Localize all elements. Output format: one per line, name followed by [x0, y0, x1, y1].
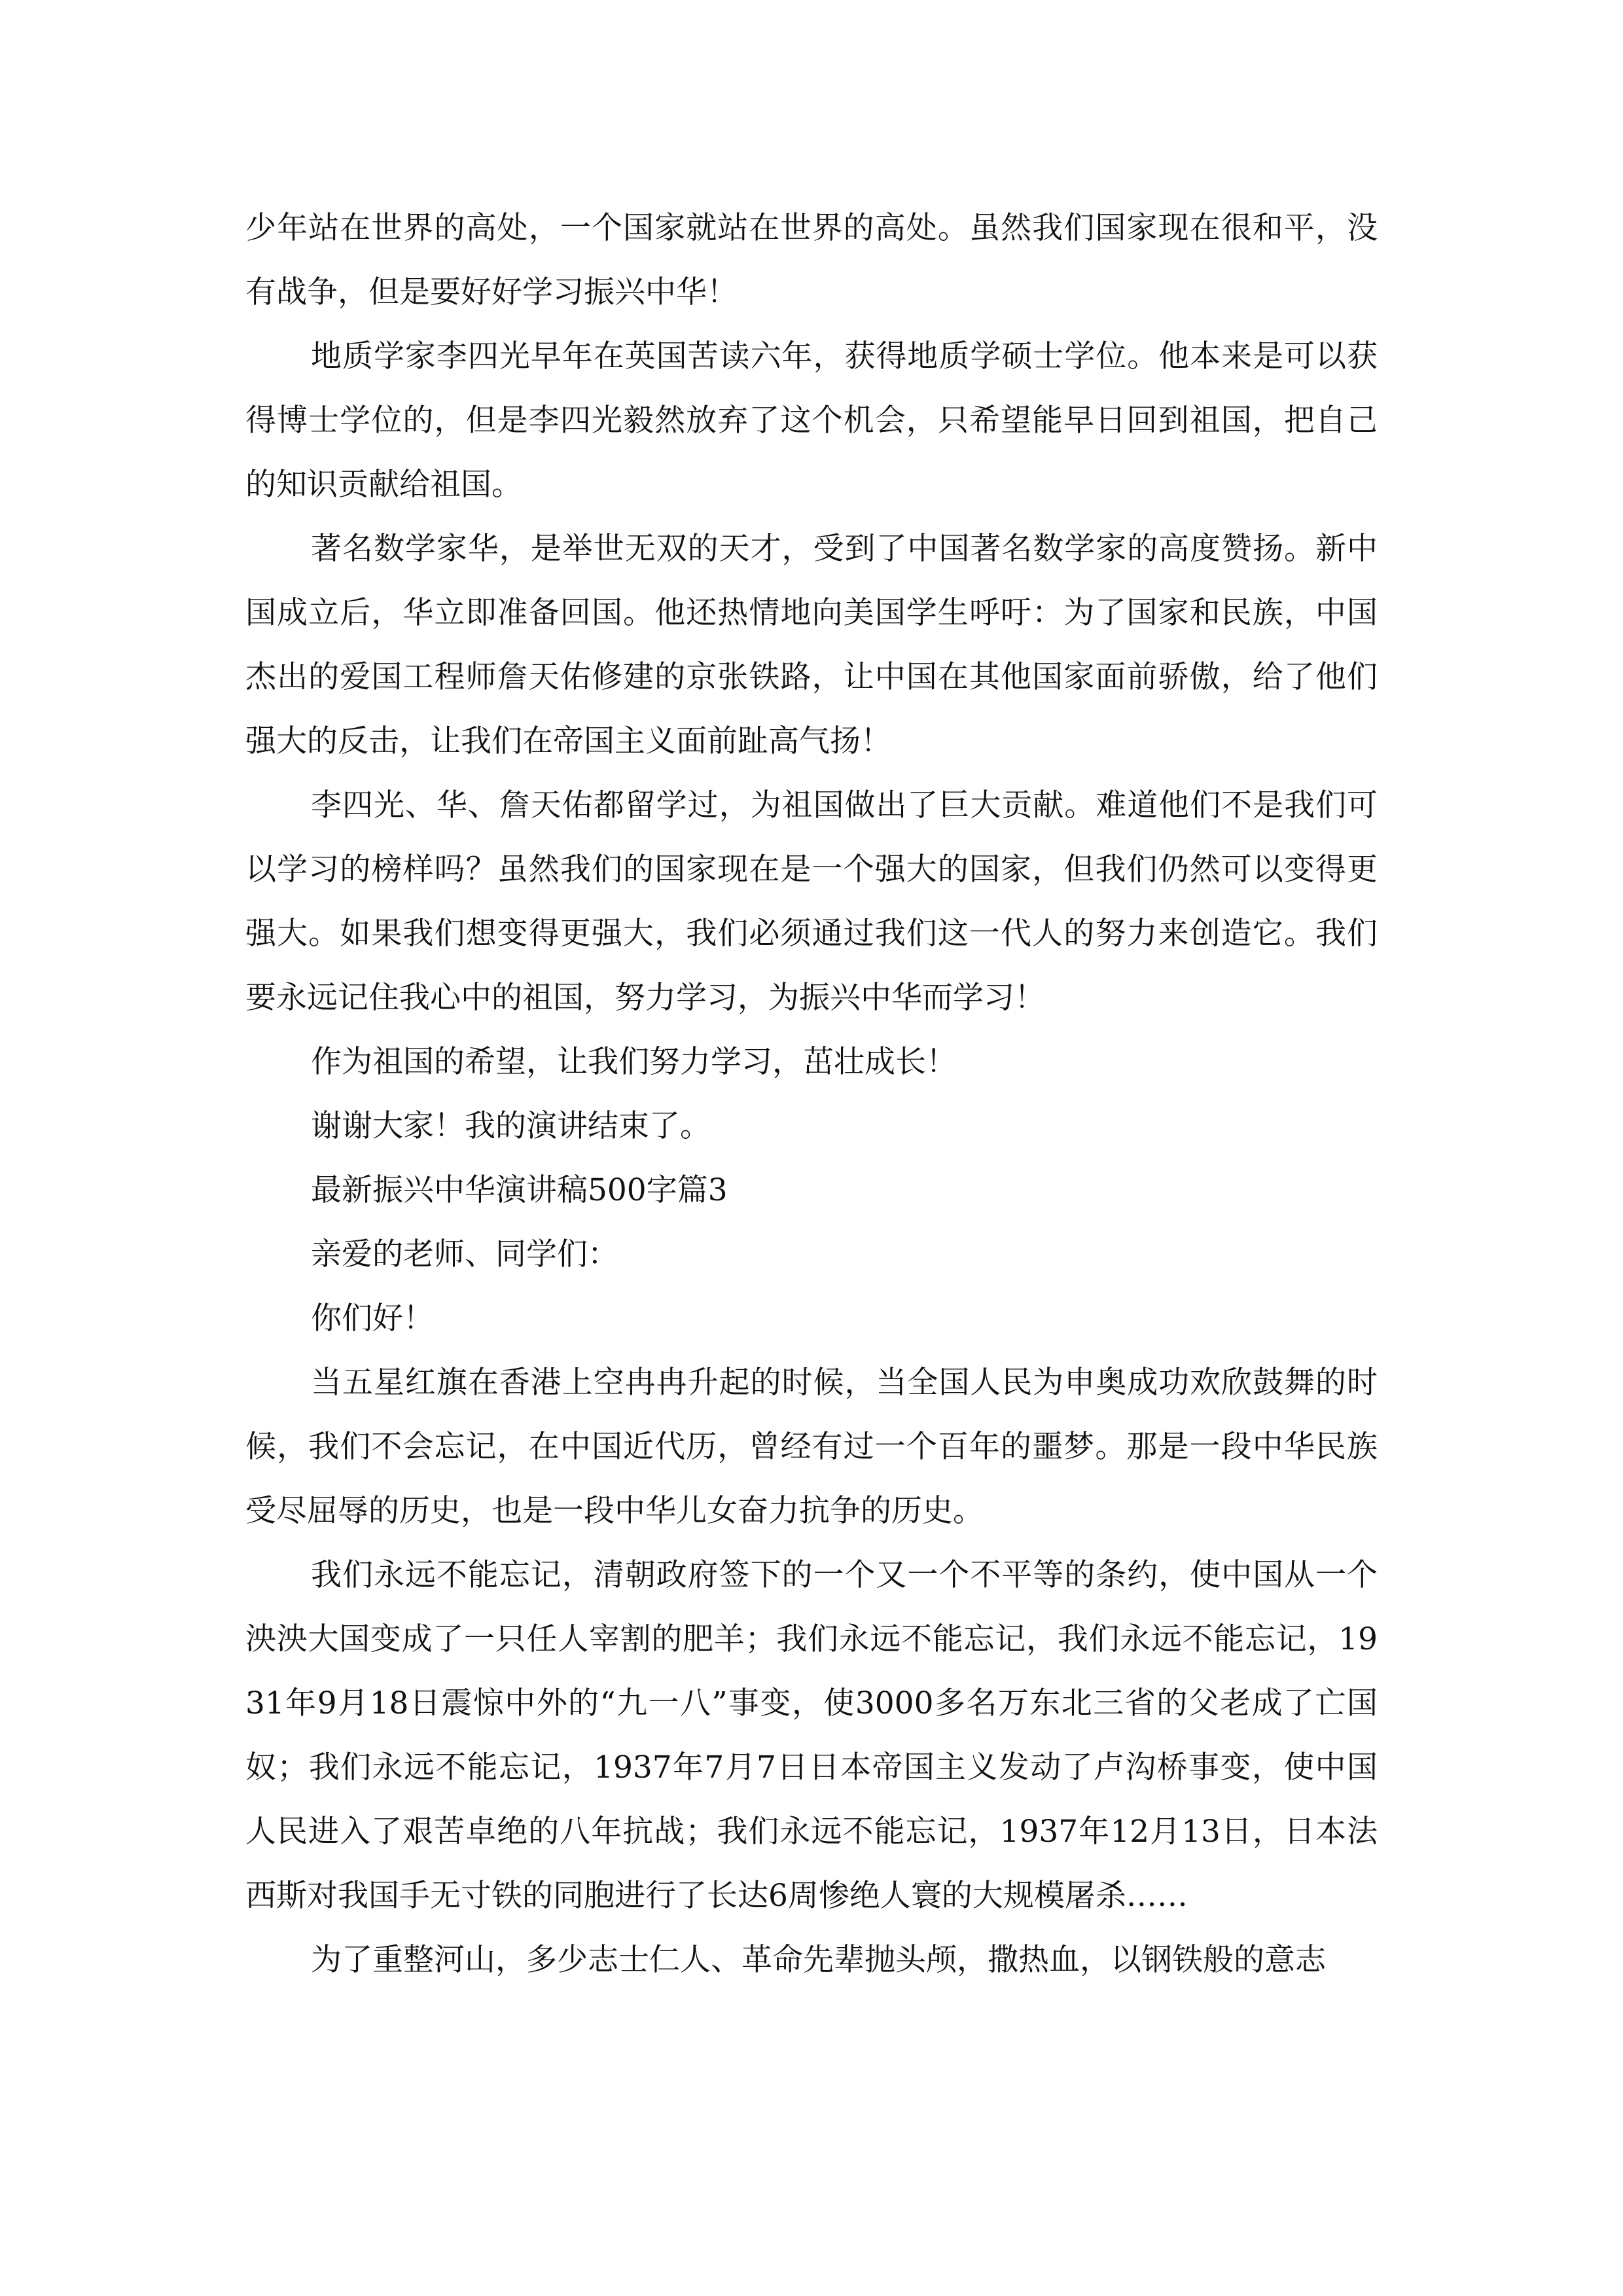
- paragraph-10: 当五星红旗在香港上空冉冉升起的时候，当全国人民为申奥成功欢欣鼓舞的时候，我们不会忘记，在中国近代历，曾经有过一个百年的噩梦。那是一段中华民族受尽屈辱的历史，也是一段中华儿女奋力抗争的历史。: [245, 1365, 1378, 1529]
- salutation: 亲爱的老师、同学们：: [311, 1236, 618, 1272]
- paragraph-11: 我们永远不能忘记，清朝政府签下的一个又一个不平等的条约，使中国从一个泱泱大国变成了一只任人宰割的肥羊；我们永远不能忘记，我们永远不能忘记，1931年9月18日震惊中外的“九一八”事变，使3000多名万东北三省的父老成了亡国奴；我们永远不能忘记，1937年7月7日日本帝国主义发动了卢沟桥事变，使中国人民进入了艰苦卓绝的八年抗战；我们永远不能忘记，1937年12月13日，日本法西斯对我国手无寸铁的同胞进行了长达6周惨绝人寰的大规模屠杀……: [245, 1557, 1378, 1914]
- document-body: [245, 196, 1378, 1992]
- paragraph-4: 李四光、华、詹天佑都留学过，为祖国做出了巨大贡献。难道他们不是我们可以学习的榜样吗？虽然我们的国家现在是一个强大的国家，但我们仍然可以变得更强大。如果我们想变得更强大，我们必须通过我们这一代人的努力来创造它。我们要永远记住我心中的祖国，努力学习，为振兴中华而学习！: [245, 787, 1378, 1016]
- greeting: 你们好！: [311, 1300, 434, 1336]
- paragraph-6: 谢谢大家！我的演讲结束了。: [311, 1108, 711, 1144]
- section-heading: 最新振兴中华演讲稿500字篇3: [311, 1172, 728, 1208]
- paragraph-1: 少年站在世界的高处，一个国家就站在世界的高处。虽然我们国家现在很和平，没有战争，但是要好好学习振兴中华！: [245, 210, 1378, 310]
- paragraph-5: 作为祖国的希望，让我们努力学习，茁壮成长！: [311, 1044, 957, 1080]
- paragraph-12: 为了重整河山，多少志士仁人、革命先辈抛头颅，撒热血，以钢铁般的意志: [311, 1942, 1326, 1978]
- paragraph-2: 地质学家李四光早年在英国苦读六年，获得地质学硕士学位。他本来是可以获得博士学位的，但是李四光毅然放弃了这个机会，只希望能早日回到祖国，把自己的知识贡献给祖国。: [245, 338, 1378, 503]
- paragraph-3: 著名数学家华，是举世无双的天才，受到了中国著名数学家的高度赞扬。新中国成立后，华立即准备回国。他还热情地向美国学生呼吁：为了国家和民族，中国杰出的爱国工程师詹天佑修建的京张铁路，让中国在其他国家面前骄傲，给了他们强大的反击，让我们在帝国主义面前趾高气扬！: [245, 531, 1378, 759]
